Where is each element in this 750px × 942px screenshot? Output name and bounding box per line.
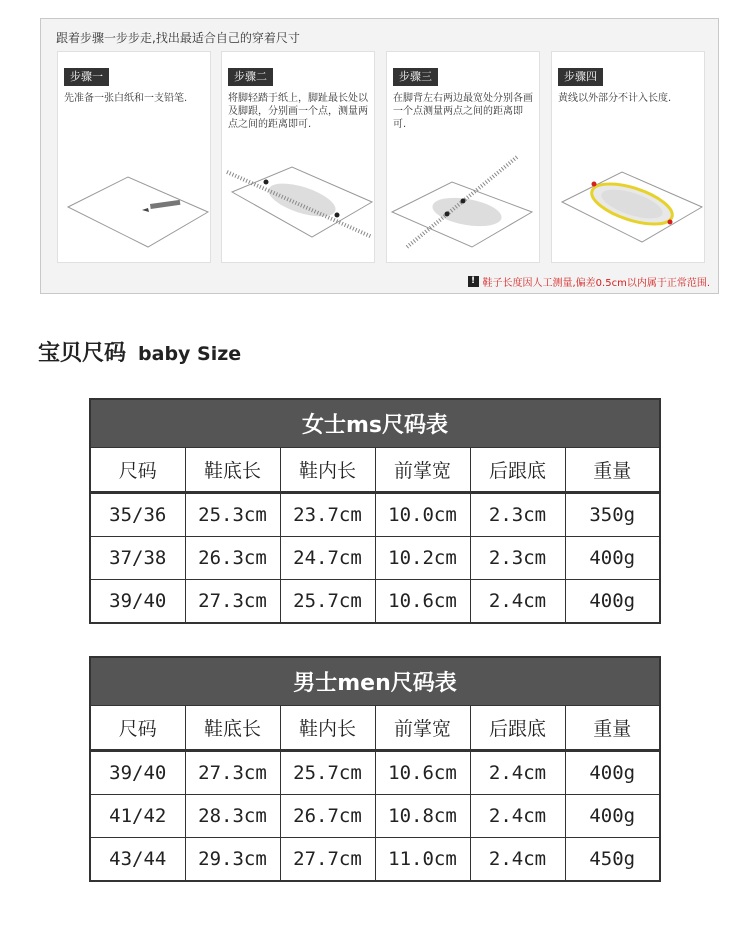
step-3-label: 步骤三	[393, 68, 438, 86]
header-cell: 重量	[565, 706, 660, 751]
header-cell: 尺码	[90, 706, 185, 751]
table-header-row	[90, 448, 660, 493]
cell: 2.3cm	[470, 537, 565, 580]
header-cell: 前掌宽	[375, 706, 470, 751]
step-1-text: 先准备一张白纸和一支铅笔.	[64, 93, 188, 104]
table-row	[90, 537, 660, 580]
cell: 400g	[565, 795, 660, 838]
table-row	[90, 580, 660, 624]
cell: 2.4cm	[470, 795, 565, 838]
cell: 43/44	[90, 838, 185, 882]
paper-pencil-illustration	[58, 152, 212, 262]
foot-width-illustration	[387, 152, 541, 262]
step-2-label: 步骤二	[228, 68, 273, 86]
men-size-table	[89, 656, 661, 882]
table-header-row	[90, 706, 660, 751]
cell: 400g	[565, 580, 660, 624]
header-cell: 鞋底长	[185, 448, 280, 493]
step-3-text: 在脚背左右两边最宽处分别各画一个点测量两点之间的距离即可.	[393, 93, 533, 130]
step-4-card	[551, 51, 705, 263]
header-cell: 后跟底	[470, 448, 565, 493]
header-cell: 鞋内长	[280, 706, 375, 751]
cell: 450g	[565, 838, 660, 882]
table-row	[90, 751, 660, 795]
cell: 26.7cm	[280, 795, 375, 838]
step-2-text: 将脚轻踏于纸上，脚趾最长处以及脚跟，分别画一个点，测量两点之间的距离即可.	[228, 93, 368, 130]
cell: 26.3cm	[185, 537, 280, 580]
cell: 29.3cm	[185, 838, 280, 882]
cell: 10.2cm	[375, 537, 470, 580]
table-row	[90, 493, 660, 537]
cell: 27.3cm	[185, 751, 280, 795]
section-title-en: baby Size	[138, 343, 242, 365]
cell: 350g	[565, 493, 660, 537]
cell: 41/42	[90, 795, 185, 838]
cell: 10.6cm	[375, 580, 470, 624]
cell: 400g	[565, 751, 660, 795]
header-cell: 鞋底长	[185, 706, 280, 751]
note-text: 鞋子长度因人工测量,偏差0.5cm以内属于正常范围.	[482, 278, 710, 289]
step-3-card	[386, 51, 540, 263]
cell: 2.4cm	[470, 580, 565, 624]
cell: 28.3cm	[185, 795, 280, 838]
cell: 2.3cm	[470, 493, 565, 537]
cell: 2.4cm	[470, 751, 565, 795]
measurement-note	[468, 274, 711, 289]
step-1-label: 步骤一	[64, 68, 109, 86]
warning-icon: !	[468, 276, 479, 287]
table-row	[90, 838, 660, 882]
cell: 10.6cm	[375, 751, 470, 795]
cell: 400g	[565, 537, 660, 580]
section-title	[38, 336, 241, 367]
cell: 39/40	[90, 580, 185, 624]
header-cell: 后跟底	[470, 706, 565, 751]
table-row	[90, 795, 660, 838]
cell: 27.3cm	[185, 580, 280, 624]
guide-title: 跟着步骤一步步走,找出最适合自己的穿着尺寸	[56, 31, 300, 45]
table-caption: 男士men尺码表	[90, 657, 660, 706]
cell: 37/38	[90, 537, 185, 580]
cell: 10.0cm	[375, 493, 470, 537]
cell: 23.7cm	[280, 493, 375, 537]
step-1-card	[57, 51, 211, 263]
step-4-label: 步骤四	[558, 68, 603, 86]
cell: 27.7cm	[280, 838, 375, 882]
cell: 39/40	[90, 751, 185, 795]
cell: 11.0cm	[375, 838, 470, 882]
cell: 2.4cm	[470, 838, 565, 882]
header-cell: 前掌宽	[375, 448, 470, 493]
table-caption: 女士ms尺码表	[90, 399, 660, 448]
header-cell: 重量	[565, 448, 660, 493]
cell: 25.7cm	[280, 580, 375, 624]
cell: 35/36	[90, 493, 185, 537]
cell: 24.7cm	[280, 537, 375, 580]
header-cell: 鞋内长	[280, 448, 375, 493]
measurement-guide	[40, 18, 719, 294]
header-cell: 尺码	[90, 448, 185, 493]
step-4-text: 黄线以外部分不计入长度.	[558, 93, 672, 104]
outline-illustration	[552, 152, 706, 262]
cell: 25.3cm	[185, 493, 280, 537]
section-title-cn: 宝贝尺码	[38, 341, 127, 366]
cell: 10.8cm	[375, 795, 470, 838]
foot-length-illustration	[222, 152, 376, 262]
women-size-table	[89, 398, 661, 624]
cell: 25.7cm	[280, 751, 375, 795]
step-2-card	[221, 51, 375, 263]
